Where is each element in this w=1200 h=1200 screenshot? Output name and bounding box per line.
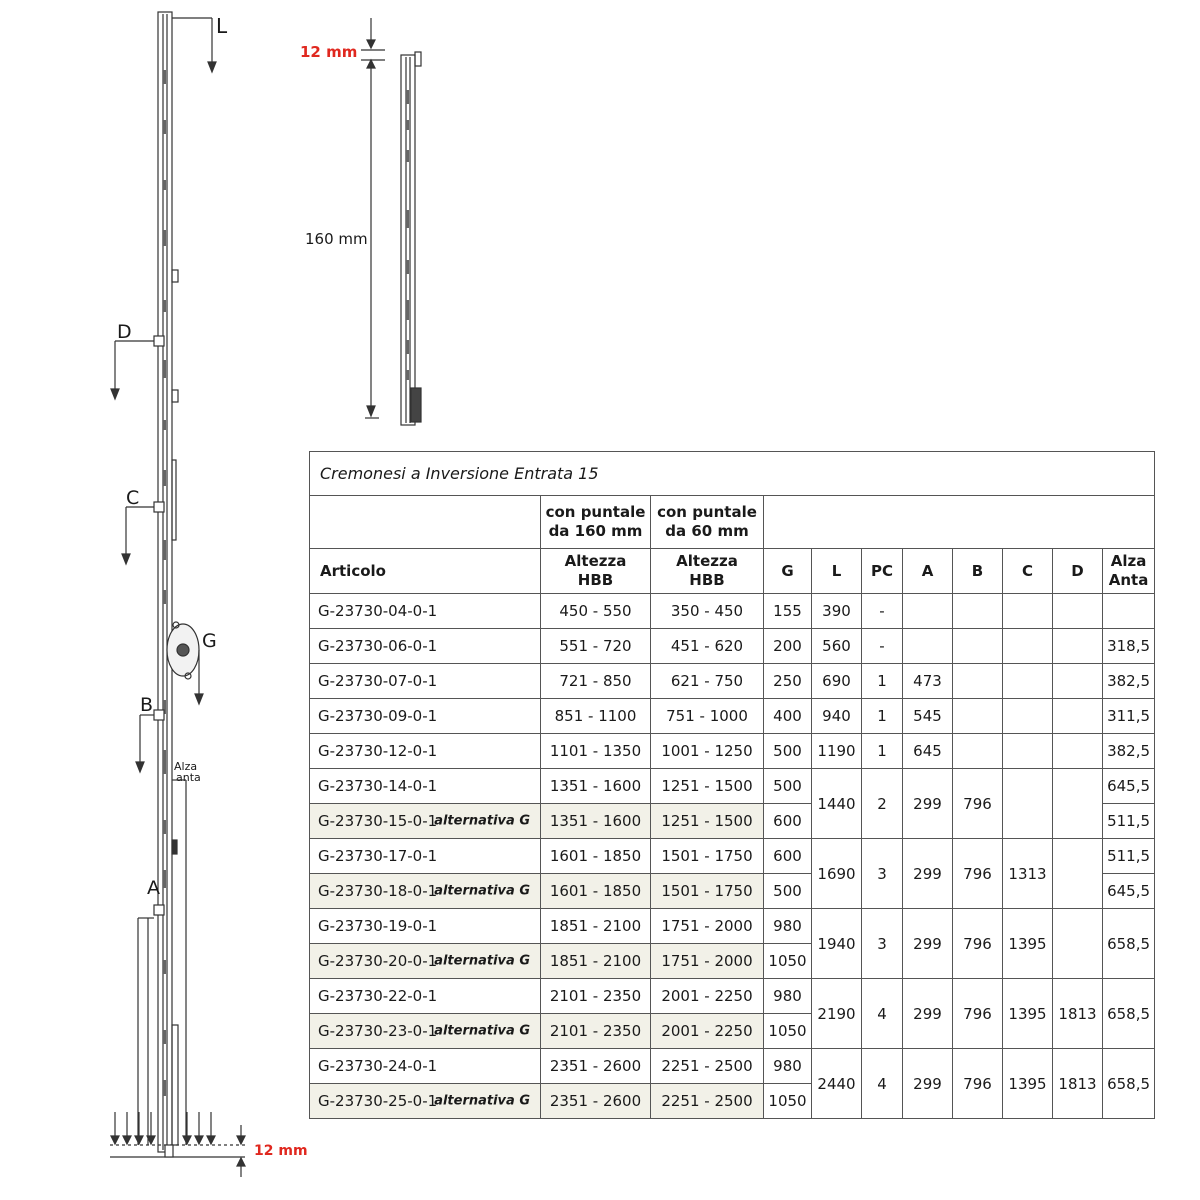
table-row [310, 664, 1155, 699]
cell-l: 560 [812, 629, 862, 664]
cell-articolo [310, 909, 541, 944]
cell-l: 390 [812, 594, 862, 629]
table-row [310, 699, 1155, 734]
cell-d [1053, 909, 1103, 979]
cell-d: 1813 [1053, 1049, 1103, 1119]
cell-pc: 1 [862, 664, 903, 699]
header-puntale-60: con puntale da 60 mm [651, 496, 764, 549]
cell-a: 299 [903, 1049, 953, 1119]
cell-hbb-160: 1351 - 1600 [541, 769, 651, 804]
cell-a [903, 629, 953, 664]
cell-articolo [310, 1049, 541, 1084]
header-g: G [764, 549, 812, 594]
cell-l: 690 [812, 664, 862, 699]
cell-hbb-60: 1751 - 2000 [651, 944, 764, 979]
spec-table [309, 451, 1155, 1119]
cell-a: 299 [903, 979, 953, 1049]
cell-alza-anta: 311,5 [1103, 699, 1155, 734]
cell-c [1003, 699, 1053, 734]
label-alza-anta-1: Alza [174, 760, 198, 773]
table-title: Cremonesi a Inversione Entrata 15 [310, 452, 1155, 496]
cell-alza-anta: 511,5 [1103, 839, 1155, 874]
table-row [310, 909, 1155, 944]
cell-hbb-160: 1601 - 1850 [541, 874, 651, 909]
cell-g: 250 [764, 664, 812, 699]
label-c: C [126, 487, 140, 509]
cell-articolo [310, 944, 541, 979]
cell-articolo [310, 594, 541, 629]
cell-articolo [310, 769, 541, 804]
table-row [310, 839, 1155, 874]
cell-l: 1940 [812, 909, 862, 979]
cell-b [953, 664, 1003, 699]
cell-b [953, 629, 1003, 664]
cell-hbb-160: 450 - 550 [541, 594, 651, 629]
cell-a: 545 [903, 699, 953, 734]
cell-a: 299 [903, 909, 953, 979]
cell-alza-anta: 645,5 [1103, 769, 1155, 804]
cell-hbb-60: 621 - 750 [651, 664, 764, 699]
cell-hbb-160: 1851 - 2100 [541, 909, 651, 944]
cell-l: 2440 [812, 1049, 862, 1119]
cell-g: 600 [764, 804, 812, 839]
articolo-code: G-23730-22-0-1 [318, 987, 438, 1005]
cell-g: 1050 [764, 1084, 812, 1119]
cell-b: 796 [953, 839, 1003, 909]
cell-hbb-160: 551 - 720 [541, 629, 651, 664]
articolo-code: G-23730-14-0-1 [318, 777, 438, 795]
cell-alza-anta: 658,5 [1103, 979, 1155, 1049]
cell-c [1003, 769, 1053, 839]
header-hbb-160: Altezza HBB [541, 549, 651, 594]
cremonese-drawing [0, 0, 310, 1200]
articolo-code: G-23730-19-0-1 [318, 917, 438, 935]
alternativa-g-note: alternativa G [434, 883, 530, 899]
cell-pc: 3 [862, 909, 903, 979]
table-row [310, 769, 1155, 804]
cell-l: 2190 [812, 979, 862, 1049]
header-l: L [812, 549, 862, 594]
cell-c [1003, 734, 1053, 769]
alternativa-g-note: alternativa G [434, 953, 530, 969]
length-dimension-label: 160 mm [305, 230, 368, 248]
cell-pc: 4 [862, 979, 903, 1049]
cell-hbb-60: 2251 - 2500 [651, 1084, 764, 1119]
label-b: B [140, 694, 154, 716]
cell-d [1053, 769, 1103, 839]
cell-g: 500 [764, 734, 812, 769]
cell-alza-anta [1103, 594, 1155, 629]
alternativa-g-note: alternativa G [434, 813, 530, 829]
cell-pc: - [862, 594, 903, 629]
articolo-code: G-23730-06-0-1 [318, 637, 438, 655]
cell-hbb-160: 2351 - 2600 [541, 1084, 651, 1119]
cell-b: 796 [953, 769, 1003, 839]
cell-hbb-60: 1251 - 1500 [651, 769, 764, 804]
header-d: D [1053, 549, 1103, 594]
cell-g: 500 [764, 769, 812, 804]
table-row [310, 979, 1155, 1014]
cell-pc: 3 [862, 839, 903, 909]
cell-c [1003, 629, 1053, 664]
cell-hbb-60: 2001 - 2250 [651, 1014, 764, 1049]
cell-pc: 2 [862, 769, 903, 839]
cell-articolo [310, 699, 541, 734]
cell-alza-anta: 382,5 [1103, 664, 1155, 699]
cell-d [1053, 839, 1103, 909]
cell-alza-anta: 511,5 [1103, 804, 1155, 839]
cell-d [1053, 734, 1103, 769]
label-l: L [216, 14, 228, 38]
cell-hbb-160: 851 - 1100 [541, 699, 651, 734]
cell-a: 645 [903, 734, 953, 769]
articolo-code: G-23730-04-0-1 [318, 602, 438, 620]
header-pc: PC [862, 549, 903, 594]
cell-articolo [310, 629, 541, 664]
cell-b [953, 699, 1003, 734]
cell-b [953, 734, 1003, 769]
cell-c: 1395 [1003, 979, 1053, 1049]
cell-hbb-60: 350 - 450 [651, 594, 764, 629]
cell-articolo [310, 874, 541, 909]
articolo-code: G-23730-24-0-1 [318, 1057, 438, 1075]
header-hbb-60: Altezza HBB [651, 549, 764, 594]
cell-alza-anta: 658,5 [1103, 909, 1155, 979]
articolo-code: G-23730-09-0-1 [318, 707, 438, 725]
cell-hbb-160: 1601 - 1850 [541, 839, 651, 874]
alternativa-g-note: alternativa G [434, 1093, 530, 1109]
cell-hbb-160: 1351 - 1600 [541, 804, 651, 839]
cell-articolo [310, 979, 541, 1014]
articolo-code: G-23730-23-0-1 [318, 1022, 438, 1040]
articolo-code: G-23730-18-0-1 [318, 882, 438, 900]
cell-c [1003, 664, 1053, 699]
cell-pc: 4 [862, 1049, 903, 1119]
cell-hbb-160: 721 - 850 [541, 664, 651, 699]
cell-l: 1690 [812, 839, 862, 909]
cell-articolo [310, 734, 541, 769]
cell-d: 1813 [1053, 979, 1103, 1049]
header-articolo: Articolo [310, 549, 541, 594]
label-alza-anta-2: anta [176, 771, 201, 784]
cell-g: 500 [764, 874, 812, 909]
cell-articolo [310, 1084, 541, 1119]
cell-g: 600 [764, 839, 812, 874]
cell-d [1053, 594, 1103, 629]
cell-pc: - [862, 629, 903, 664]
bottom-dimension-label: 12 mm [254, 1143, 308, 1159]
cell-alza-anta: 658,5 [1103, 1049, 1155, 1119]
cell-b [953, 594, 1003, 629]
cell-l: 940 [812, 699, 862, 734]
header-empty-right [764, 496, 1155, 549]
label-a: A [147, 877, 160, 899]
cell-g: 155 [764, 594, 812, 629]
cell-a: 299 [903, 839, 953, 909]
header-b: B [953, 549, 1003, 594]
cell-c: 1395 [1003, 909, 1053, 979]
cell-a [903, 594, 953, 629]
cell-d [1053, 629, 1103, 664]
cell-articolo [310, 1014, 541, 1049]
cell-hbb-60: 451 - 620 [651, 629, 764, 664]
table-row [310, 1049, 1155, 1084]
cell-articolo [310, 664, 541, 699]
header-alza-anta: Alza Anta [1103, 549, 1155, 594]
cell-l: 1190 [812, 734, 862, 769]
cell-hbb-60: 751 - 1000 [651, 699, 764, 734]
header-empty [310, 496, 541, 549]
label-g: G [202, 630, 217, 652]
cell-b: 796 [953, 909, 1003, 979]
alternativa-g-note: alternativa G [434, 1023, 530, 1039]
cell-g: 200 [764, 629, 812, 664]
cell-a: 299 [903, 769, 953, 839]
cell-g: 980 [764, 909, 812, 944]
cell-d [1053, 664, 1103, 699]
cell-hbb-160: 2101 - 2350 [541, 979, 651, 1014]
articolo-code: G-23730-12-0-1 [318, 742, 438, 760]
articolo-code: G-23730-20-0-1 [318, 952, 438, 970]
top-dimension-label: 12 mm [300, 43, 358, 61]
cell-b: 796 [953, 1049, 1003, 1119]
cell-c [1003, 594, 1053, 629]
cell-hbb-160: 1851 - 2100 [541, 944, 651, 979]
cell-pc: 1 [862, 734, 903, 769]
cell-l: 1440 [812, 769, 862, 839]
cell-hbb-60: 2251 - 2500 [651, 1049, 764, 1084]
cell-g: 1050 [764, 1014, 812, 1049]
articolo-code: G-23730-07-0-1 [318, 672, 438, 690]
cell-articolo [310, 839, 541, 874]
cell-hbb-160: 2351 - 2600 [541, 1049, 651, 1084]
articolo-code: G-23730-25-0-1 [318, 1092, 438, 1110]
header-a: A [903, 549, 953, 594]
cell-hbb-160: 2101 - 2350 [541, 1014, 651, 1049]
cell-hbb-60: 1251 - 1500 [651, 804, 764, 839]
articolo-code: G-23730-17-0-1 [318, 847, 438, 865]
cell-b: 796 [953, 979, 1003, 1049]
cell-c: 1395 [1003, 1049, 1053, 1119]
cell-alza-anta: 318,5 [1103, 629, 1155, 664]
cell-c: 1313 [1003, 839, 1053, 909]
cell-alza-anta: 645,5 [1103, 874, 1155, 909]
header-c: C [1003, 549, 1053, 594]
header-puntale-160: con puntale da 160 mm [541, 496, 651, 549]
cell-g: 980 [764, 979, 812, 1014]
cell-alza-anta: 382,5 [1103, 734, 1155, 769]
cell-g: 1050 [764, 944, 812, 979]
cell-d [1053, 699, 1103, 734]
articolo-code: G-23730-15-0-1 [318, 812, 438, 830]
cell-hbb-60: 1001 - 1250 [651, 734, 764, 769]
cell-a: 473 [903, 664, 953, 699]
label-d: D [117, 321, 132, 343]
puntale-drawing [355, 10, 445, 430]
cell-hbb-60: 1751 - 2000 [651, 909, 764, 944]
cell-hbb-60: 1501 - 1750 [651, 874, 764, 909]
cell-hbb-160: 1101 - 1350 [541, 734, 651, 769]
cell-hbb-60: 1501 - 1750 [651, 839, 764, 874]
table-row [310, 734, 1155, 769]
table-row [310, 629, 1155, 664]
cell-articolo [310, 804, 541, 839]
cell-g: 400 [764, 699, 812, 734]
cell-hbb-60: 2001 - 2250 [651, 979, 764, 1014]
cell-g: 980 [764, 1049, 812, 1084]
table-row [310, 594, 1155, 629]
cell-pc: 1 [862, 699, 903, 734]
